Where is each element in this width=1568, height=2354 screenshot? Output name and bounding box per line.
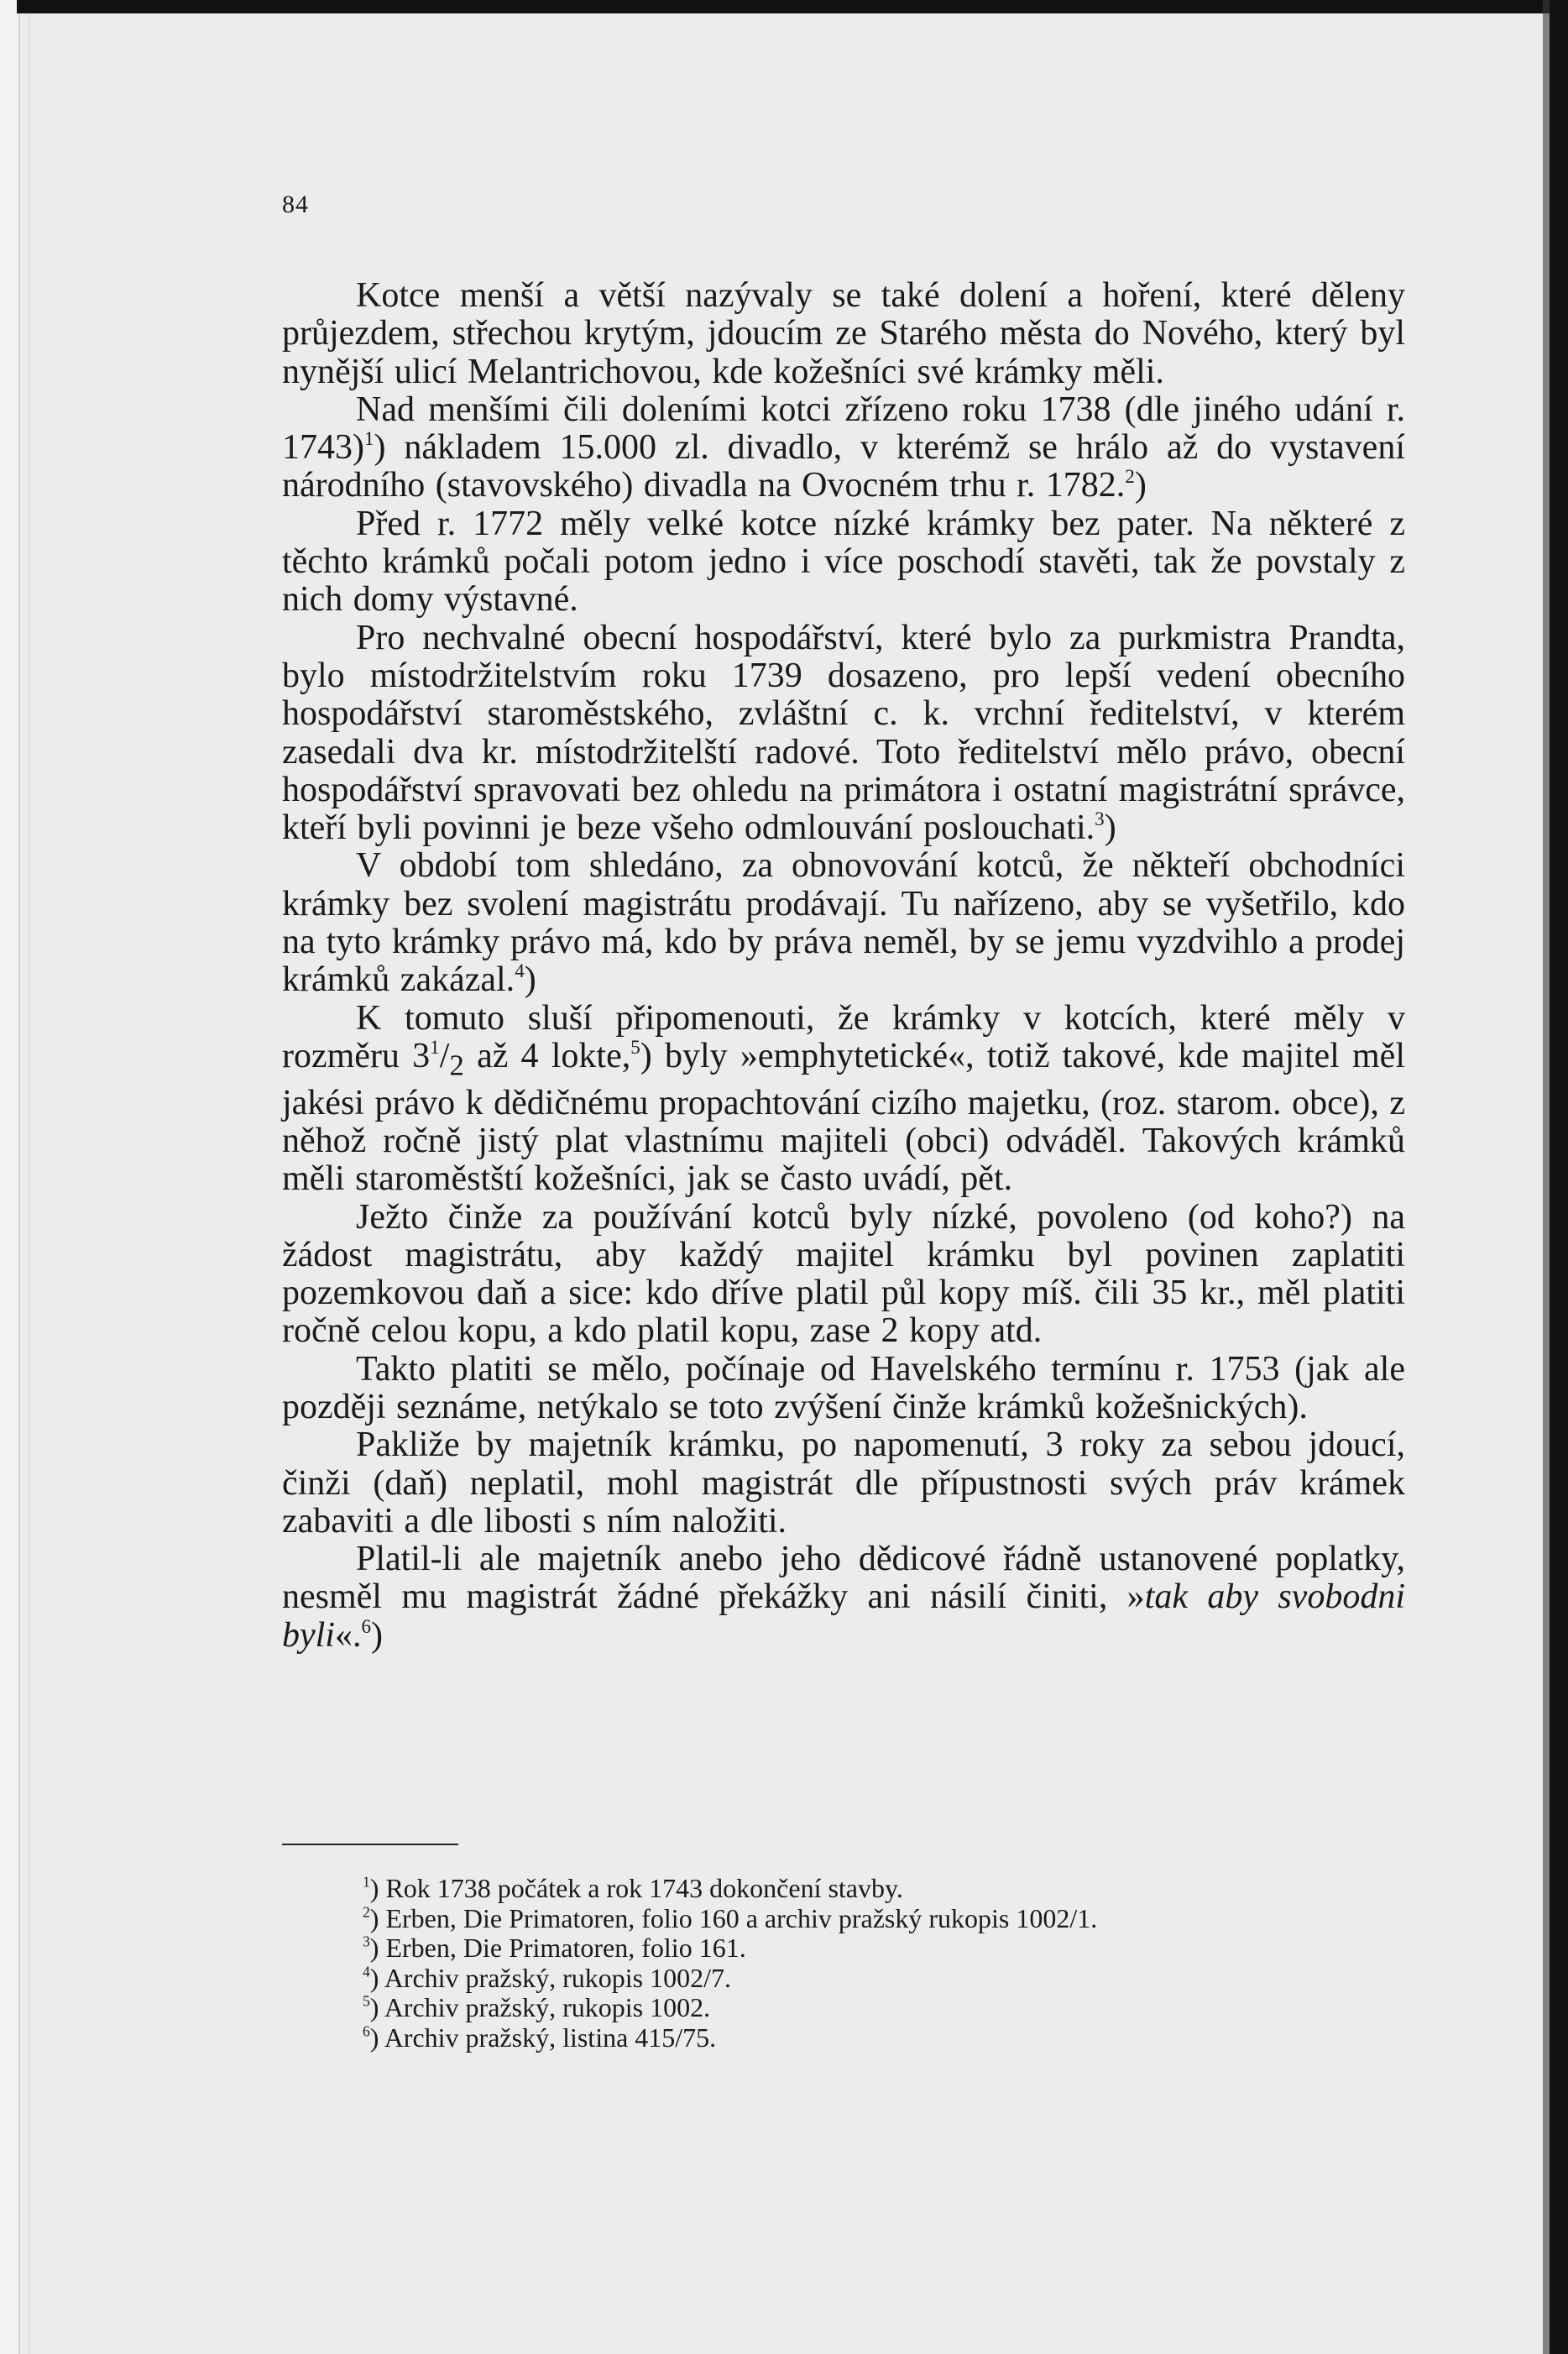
footnote-text: ) Archiv pražský, rukopis 1002/7. — [369, 1962, 731, 1993]
paragraph — [282, 847, 1405, 999]
paragraph-text: ) — [524, 960, 536, 1000]
footnote-mark: 5 — [363, 1992, 370, 2010]
paragraph: Ježto činže za používání kotců byly nízké, povoleno (od koho?) na žádost magistrátu, aby každý majitel krámku byl povinen zaplatiti pozemkovou daň a sice: kdo dříve platil půl kopy míš. čili 35 kr., měl platiti ročně celou kopu, a kdo platil kopu, zase 2 kopy atd. — [282, 1197, 1405, 1351]
body-text — [282, 277, 1405, 1655]
right-scan-shadow — [1543, 0, 1550, 2354]
paragraph — [282, 620, 1405, 848]
fraction-slash: / — [439, 1036, 450, 1075]
footnote — [363, 1993, 1370, 2023]
footnote — [363, 1964, 1370, 1994]
footnote — [363, 1933, 1370, 1964]
paragraph-text: ) — [1104, 808, 1116, 848]
footnote-ref: 4 — [515, 960, 525, 982]
paragraph-text: ) nákladem 15.000 zl. divadlo, v kterémž se hrálo až do vystavení národního (stavovského) divadla na Ovocném trhu r. 1782. — [282, 428, 1405, 505]
paragraph-text: ) — [371, 1615, 384, 1655]
footnote-mark: 1 — [363, 1873, 370, 1891]
paragraph-text: ) — [1134, 466, 1147, 505]
paragraph — [282, 1541, 1405, 1655]
italic-quote: tak aby svobodni byli — [282, 1577, 1405, 1655]
top-scan-edge — [17, 0, 1568, 13]
fraction-denominator: 2 — [449, 1049, 464, 1082]
footnote-mark: 3 — [363, 1933, 370, 1950]
footnote-ref: 1 — [364, 427, 374, 450]
footnote-mark: 2 — [363, 1903, 370, 1921]
fraction-numerator: 1 — [430, 1035, 440, 1058]
footnote-text: ) Archiv pražský, listina 415/75. — [369, 2022, 717, 2053]
paragraph-text: až 4 lokte, — [463, 1036, 631, 1075]
paragraph: Kotce menší a větší nazývaly se také dolení a hoření, které děleny průjezdem, střechou krytým, jdoucím ze Starého města do Nového, který byl nynější ulicí Melantrichovou, kde kožešníci své krámky měli. — [282, 276, 1405, 391]
paragraph-text: Pro nechvalné obecní hospodářství, které bylo za purkmistra Prandta, bylo místodržitelstvím roku 1739 dosazeno, pro lepší vedení obecního hospodářství staroměstského, zvláštní c. k. vrchní ředitelství, v kterém zasedali dva kr. místodržitelští radové. Toto ředitelství mělo právo, obecní hospodářství spravovati bez ohledu na primátora i ostatní magistrátní správce, kteří byli povinni je beze všeho odmlouvání poslouchati. — [282, 618, 1405, 848]
paragraph — [282, 391, 1405, 505]
footnote-text: ) Rok 1738 počátek a rok 1743 dokončení stavby. — [369, 1873, 903, 1903]
footnote-text: ) Erben, Die Primatoren, folio 161. — [369, 1933, 746, 1963]
paragraph-text: V období tom shledáno, za obnovování kotců, že někteří obchodníci krámky bez svolení magistrátu prodávají. Tu nařízeno, aby se vyšetřilo, kdo na tyto krámky právo má, kdo by práva neměl, by se jemu vyzdvihlo a prodej krámků zakázal. — [282, 846, 1405, 1000]
paragraph — [282, 1000, 1405, 1199]
footnote — [363, 1904, 1370, 1934]
footnote-ref: 2 — [1125, 465, 1135, 488]
paragraph-text: ) byly »emphytetické«, totiž takové, kde majitel měl jakési právo k dědičnému propachtování cizího majetku, (roz. starom. obce), z něhož ročně jistý plat vlastnímu majiteli (obci) odváděl. Takových krámků měli staroměstští kožešníci, jak se často uvádí, pět. — [282, 1036, 1405, 1199]
paragraph-text: Platil-li ale majetník anebo jeho dědicové řádně ustanovené poplatky, nesměl mu magistrát žádné překážky ani násilí činiti, » — [282, 1540, 1405, 1617]
paragraph-text: K tomuto sluší připomenouti, že krámky v kotcích, které měly v rozměru 3 — [282, 998, 1405, 1075]
footnote — [363, 2023, 1370, 2053]
footnote-text: ) Archiv pražský, rukopis 1002. — [369, 1992, 711, 2022]
paragraph-text: «. — [334, 1615, 362, 1655]
left-page-margin — [0, 0, 20, 2354]
footnote-ref: 6 — [361, 1614, 372, 1637]
footnote-ref: 3 — [1095, 808, 1105, 829]
left-margin-line — [29, 0, 30, 2354]
footnotes — [363, 1874, 1370, 2053]
paragraph-text: Nad menšími čili doleními kotci zřízeno roku 1738 (dle jiného udání r. 1743) — [282, 390, 1405, 468]
footnote-mark: 4 — [363, 1963, 370, 1980]
footnote-ref: 5 — [630, 1035, 640, 1058]
paragraph: Pakliže by majetník krámku, po napomenutí, 3 roky za sebou jdoucí, činži (daň) neplatil, mohl magistrát dle přípustnosti svých práv krámek zabaviti a dle libosti s ním naložiti. — [282, 1425, 1405, 1541]
footnote-divider — [282, 1844, 458, 1845]
page-number: 84 — [282, 191, 309, 218]
right-scan-edge — [1550, 0, 1568, 2354]
footnote-mark: 6 — [363, 2022, 370, 2040]
footnote-text: ) Erben, Die Primatoren, folio 160 a archiv pražský rukopis 1002/1. — [369, 1902, 1098, 1933]
paragraph: Před r. 1772 měly velké kotce nízké krámky bez pater. Na některé z těchto krámků počali potom jedno i více poschodí stavěti, tak že povstaly z nich domy výstavné. — [282, 504, 1405, 620]
footnote — [363, 1874, 1370, 1904]
paragraph: Takto platiti se mělo, počínaje od Havelského termínu r. 1753 (jak ale později seznáme, netýkalo se toto zvýšení činže krámků kožešnických). — [282, 1349, 1405, 1426]
